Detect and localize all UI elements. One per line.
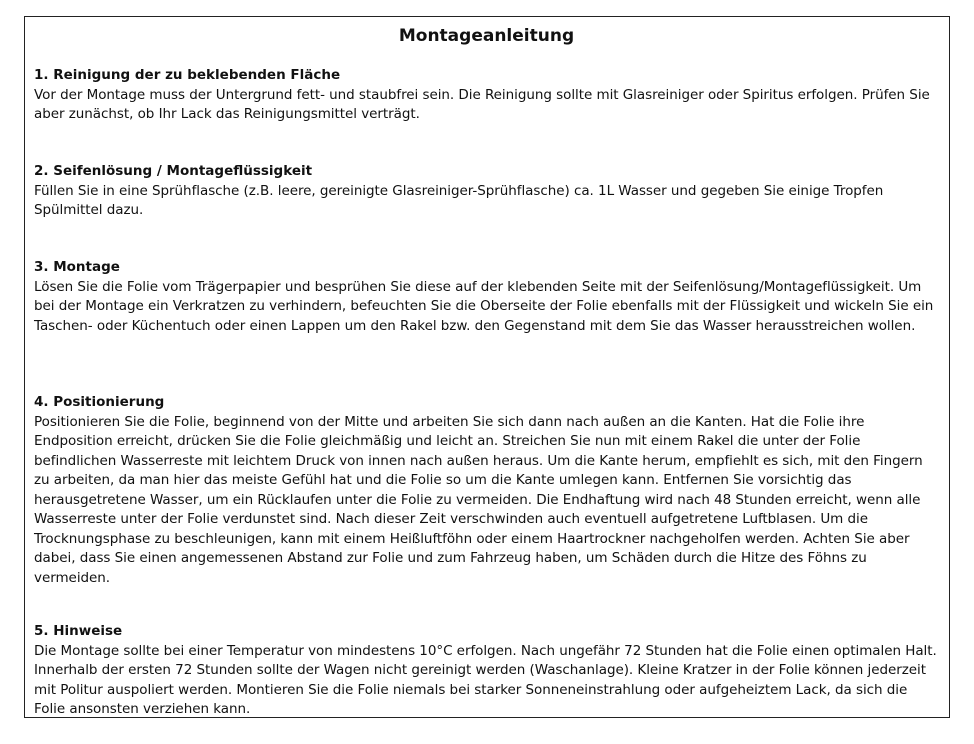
section-heading: 3. Montage (34, 259, 120, 275)
section-heading: 2. Seifenlösung / Montageflüssigkeit (34, 163, 313, 179)
section-heading: 4. Positionierung (34, 394, 165, 410)
section-body: Die Montage sollte bei einer Temperatur von mindestens 10°C erfolgen. Nach ungefähr 72 Stunden hat die Folie einen optimalen Halt. Innerhalb der ersten 72 Stunden sollte der Wagen nicht gereinigt werden (Waschanlage). Kleine Kratzer in der Folie können jederzeit mit Politur auspoliert werden. Montieren Sie die Folie niemals bei starker Sonneneinstrahlung oder aufgeheiztem Lack, da sich die Folie ansonsten verziehen kann. (34, 642, 937, 717)
section-body: Füllen Sie in eine Sprühflasche (z.B. leere, gereinigte Glasreiniger-Sprühflasche) ca. 1L Wasser und gegeben Sie einige Tropfen Spülmittel dazu. (34, 182, 884, 218)
section-heading: 1. Reinigung der zu beklebenden Fläche (34, 67, 341, 83)
section-heading: 5. Hinweise (34, 623, 123, 639)
section-montage (34, 258, 939, 336)
section-positionierung (34, 393, 939, 588)
section-hinweise (34, 622, 939, 720)
section-body: Lösen Sie die Folie vom Trägerpapier und besprühen Sie diese auf der klebenden Seite mit der Seifenlösung/Montageflüssigkeit. Um bei der Montage ein Verkratzen zu verhindern, befeuchten Sie die Oberseite der Folie ebenfalls mit der Flüssigkeit und wickeln Sie ein Taschen- oder Küchentuch oder einen Lappen um den Rakel bzw. den Gegenstand mit dem Sie das Wasser herausstreichen wollen. (34, 278, 934, 334)
section-seifenloesung (34, 162, 939, 221)
section-body: Positionieren Sie die Folie, beginnend von der Mitte und arbeiten Sie sich dann nach außen an die Kanten. Hat die Folie ihre Endposition erreicht, drücken Sie die Folie gleichmäßig und leicht an. Streichen Sie nun mit einem Rakel die unter der Folie befindlichen Wasserreste mit leichtem Druck von innen nach außen heraus. Um die Kante herum, empfiehlt es sich, mit den Fingern zu arbeiten, da man hier das meiste Gefühl hat und die Folie so um die Kante umlegen kann. Entfernen Sie vorsichtig das herausgetretene Wasser, um ein Rücklaufen unter die Folie zu vermeiden. Die Endhaftung wird nach 48 Stunden erreicht, wenn alle Wasserreste unter der Folie verdunstet sind. Nach dieser Zeit verschwinden auch eventuell aufgetretene Luftblasen. Um die Trocknungsphase zu beschleunigen, kann mit einem Heißluftföhn oder einem Haartrockner nachgeholfen werden. Achten Sie aber dabei, dass Sie einen angemessenen Abstand zur Folie und zum Fahrzeug haben, um Schäden durch die Hitze des Föhns zu vermeiden. (34, 413, 923, 586)
document-frame (24, 16, 950, 718)
section-reinigung (34, 66, 939, 125)
document-title: Montageanleitung (398, 26, 575, 46)
section-body: Vor der Montage muss der Untergrund fett- und staubfrei sein. Die Reinigung sollte mit Glasreiniger oder Spiritus erfolgen. Prüfen Sie aber zunächst, ob Ihr Lack das Reinigungsmittel verträgt. (34, 86, 930, 122)
